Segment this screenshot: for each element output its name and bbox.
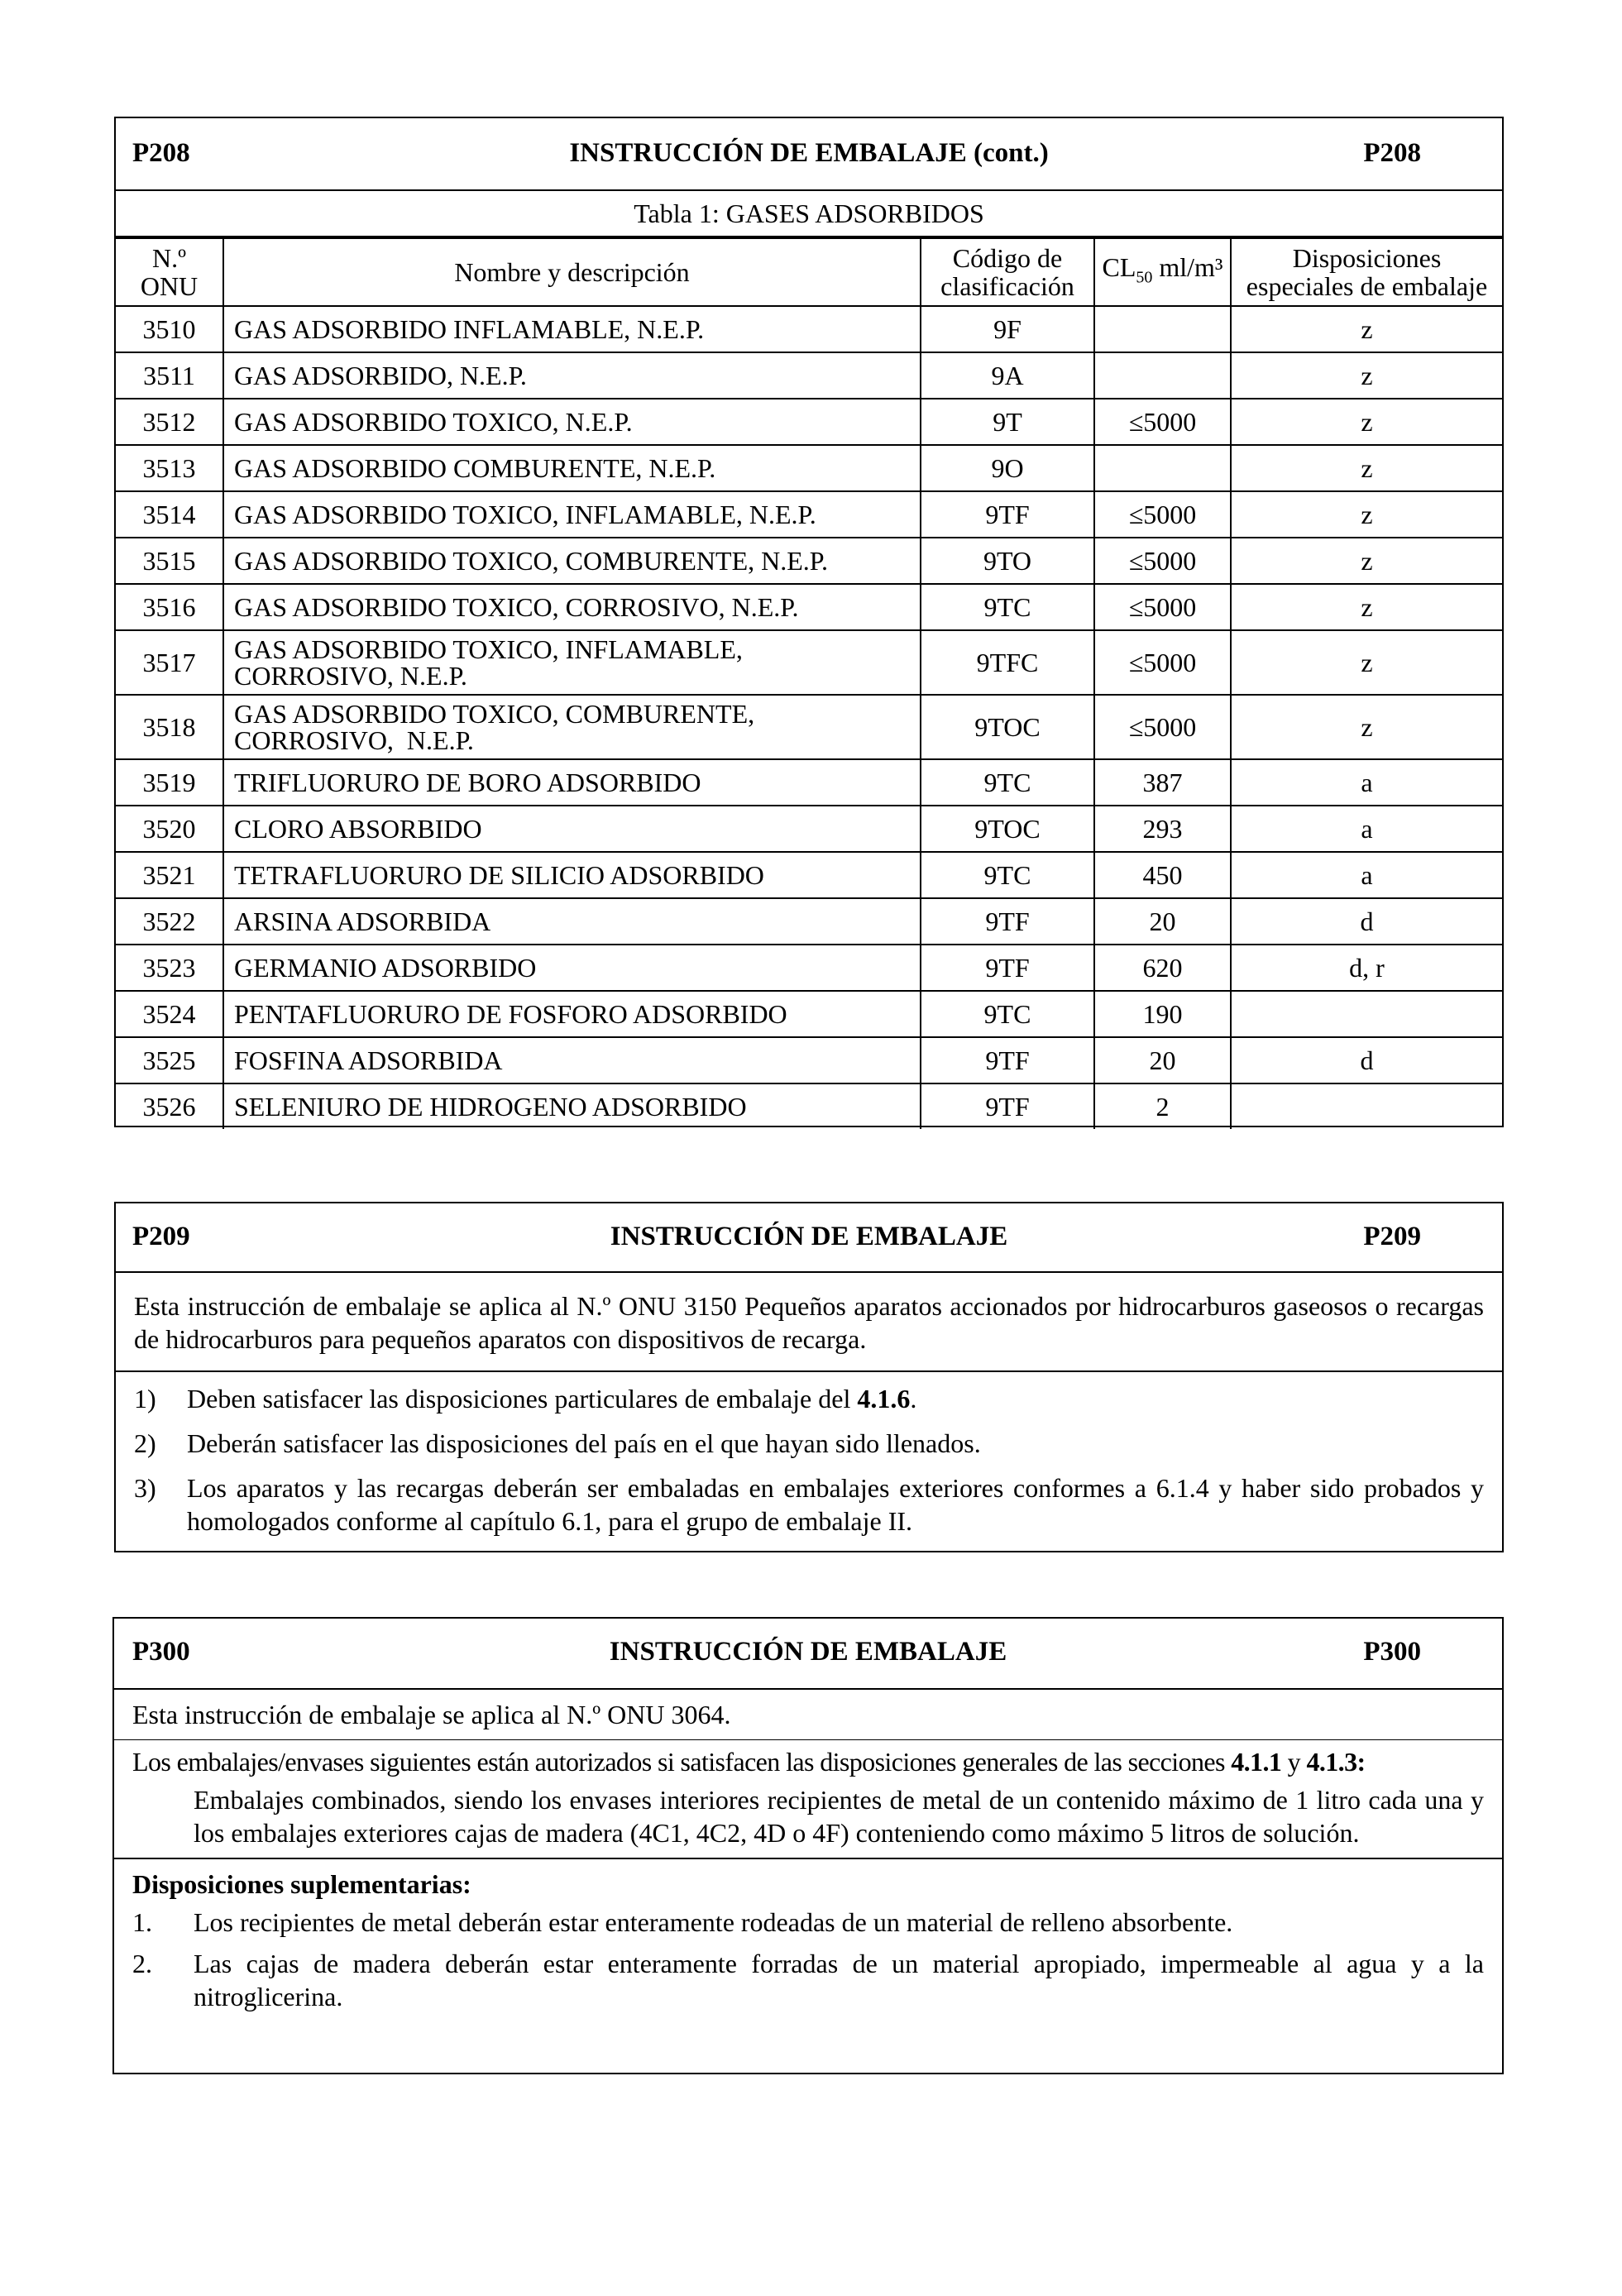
- cell-name: [223, 1083, 921, 1129]
- name-line-1: FOSFINA ADSORBIDA: [234, 1045, 503, 1075]
- cell-num: 3526: [116, 1083, 223, 1129]
- col-disp-line2: especiales de embalaje: [1246, 271, 1488, 301]
- cell-disp: d, r: [1231, 945, 1502, 991]
- name-line-1: TRIFLUORURO DE BORO ADSORBIDO: [234, 768, 701, 797]
- cell-name: [223, 898, 921, 945]
- name-line-1: GAS ADSORBIDO, N.E.P.: [234, 361, 527, 390]
- cell-name: [223, 852, 921, 898]
- cell-disp: [1231, 1083, 1502, 1129]
- cell-name: [223, 1037, 921, 1083]
- table-row: [116, 852, 1502, 898]
- name-line-1: GAS ADSORBIDO COMBURENTE, N.E.P.: [234, 453, 716, 483]
- list-item: [114, 1906, 1484, 1939]
- name-line-1: GAS ADSORBIDO TOXICO, COMBURENTE,: [234, 699, 755, 729]
- name-line-1: GAS ADSORBIDO INFLAMABLE, N.E.P.: [234, 314, 705, 344]
- cell-name: [223, 759, 921, 806]
- col-header-cl50: [1094, 238, 1231, 306]
- table-header-row: [116, 238, 1502, 306]
- p208-code-left: P208: [132, 138, 190, 168]
- name-line-1: TETRAFLUORURO DE SILICIO ADSORBIDO: [234, 860, 764, 890]
- list-item: [116, 1382, 1484, 1415]
- auth-ref-2: 4.1.3:: [1306, 1747, 1366, 1777]
- cl50-sub: 50: [1136, 268, 1153, 287]
- p208-code-right: P208: [1363, 138, 1421, 168]
- auth-mid: y: [1281, 1747, 1307, 1777]
- item-number: 1.: [132, 1907, 152, 1937]
- cell-name: [223, 352, 921, 399]
- cell-cl50: 190: [1094, 991, 1231, 1037]
- cell-cl50: ≤5000: [1094, 630, 1231, 695]
- p209-intro-text: Esta instrucción de embalaje se aplica al N.º ONU 3150 Pequeños aparatos accionados por hidrocarburos gaseosos o recargas de hidrocarburos para pequeños aparatos con dispositivos de recarga.: [134, 1291, 1484, 1354]
- cl50-prefix: CL: [1102, 251, 1136, 282]
- cell-disp: z: [1231, 491, 1502, 538]
- p300-section: [112, 1617, 1504, 2074]
- cell-code: 9TF: [921, 1037, 1094, 1083]
- cell-num: 3510: [116, 306, 223, 352]
- cell-cl50: ≤5000: [1094, 584, 1231, 630]
- cell-disp: z: [1231, 695, 1502, 759]
- cell-num: 3521: [116, 852, 223, 898]
- cell-code: 9TF: [921, 898, 1094, 945]
- name-line-1: CLORO ABSORBIDO: [234, 814, 482, 844]
- item-number: 3): [134, 1473, 156, 1503]
- table-row: [116, 1037, 1502, 1083]
- p300-title: INSTRUCCIÓN DE EMBALAJE: [609, 1637, 1007, 1667]
- cell-disp: z: [1231, 445, 1502, 491]
- name-line-1: GAS ADSORBIDO TOXICO, CORROSIVO, N.E.P.: [234, 592, 799, 622]
- col-code-line2: clasificación: [940, 271, 1074, 301]
- col-header-disp: [1231, 238, 1502, 306]
- p300-intro-text: Esta instrucción de embalaje se aplica al N.º ONU 3064.: [132, 1700, 731, 1729]
- item-text: Los recipientes de metal deberán estar enteramente rodeadas de un material de relleno absorbente.: [194, 1907, 1233, 1937]
- p209-items: [116, 1372, 1502, 1546]
- item-number: 1): [134, 1384, 156, 1413]
- cell-code: 9TC: [921, 759, 1094, 806]
- p208-header: [116, 118, 1502, 191]
- table-row: [116, 584, 1502, 630]
- cell-name: [223, 945, 921, 991]
- name-line-1: SELENIURO DE HIDROGENO ADSORBIDO: [234, 1092, 747, 1122]
- cell-disp: a: [1231, 759, 1502, 806]
- cell-disp: z: [1231, 584, 1502, 630]
- p209-code-left: P209: [132, 1222, 190, 1251]
- cell-cl50: [1094, 352, 1231, 399]
- table-body: [116, 306, 1502, 1129]
- cell-cl50: ≤5000: [1094, 695, 1231, 759]
- table-row: [116, 445, 1502, 491]
- name-line-1: GERMANIO ADSORBIDO: [234, 953, 537, 983]
- item-text: Las cajas de madera deberán estar enteramente forradas de un material apropiado, impermeable al agua y a la nitroglicerina.: [194, 1949, 1484, 2011]
- table-row: [116, 806, 1502, 852]
- name-line-1: GAS ADSORBIDO TOXICO, INFLAMABLE,: [234, 634, 743, 664]
- p209-section: [114, 1202, 1504, 1552]
- p209-code-right: P209: [1363, 1222, 1421, 1251]
- cell-cl50: [1094, 306, 1231, 352]
- cell-name: [223, 695, 921, 759]
- item-number: 2.: [132, 1949, 152, 1978]
- name-line-1: GAS ADSORBIDO TOXICO, COMBURENTE, N.E.P.: [234, 546, 829, 576]
- cell-name: [223, 584, 921, 630]
- table-row: [116, 491, 1502, 538]
- cell-cl50: 20: [1094, 1037, 1231, 1083]
- p209-title: INSTRUCCIÓN DE EMBALAJE: [610, 1222, 1008, 1251]
- table-row: [116, 306, 1502, 352]
- p300-supplementary: [114, 1859, 1502, 2023]
- table-row: [116, 352, 1502, 399]
- col-disp-line1: Disposiciones: [1292, 243, 1442, 273]
- col-code-line1: Código de: [952, 243, 1063, 273]
- cell-num: 3512: [116, 399, 223, 445]
- cell-code: 9TC: [921, 584, 1094, 630]
- cell-name: [223, 399, 921, 445]
- p300-intro: [114, 1690, 1502, 1740]
- cell-cl50: ≤5000: [1094, 491, 1231, 538]
- auth-text: Los embalajes/envases siguientes están autorizados si satisfacen las disposiciones generales de las secciones: [132, 1747, 1232, 1777]
- cell-num: 3525: [116, 1037, 223, 1083]
- p209-intro: [116, 1273, 1502, 1372]
- cell-disp: z: [1231, 399, 1502, 445]
- list-item: [114, 1947, 1484, 2013]
- cell-num: 3519: [116, 759, 223, 806]
- cell-code: 9TC: [921, 852, 1094, 898]
- name-line-2: CORROSIVO, N.E.P.: [234, 661, 467, 691]
- cell-num: 3516: [116, 584, 223, 630]
- cell-num: 3517: [116, 630, 223, 695]
- item-bold-ref: 4.1.6: [857, 1384, 911, 1413]
- cell-cl50: 387: [1094, 759, 1231, 806]
- cell-cl50: ≤5000: [1094, 399, 1231, 445]
- name-line-2: CORROSIVO, N.E.P.: [234, 725, 474, 755]
- cell-code: 9A: [921, 352, 1094, 399]
- table-row: [116, 399, 1502, 445]
- cell-cl50: 2: [1094, 1083, 1231, 1129]
- cell-cl50: [1094, 445, 1231, 491]
- cell-disp: z: [1231, 630, 1502, 695]
- name-line-1: ARSINA ADSORBIDA: [234, 906, 491, 936]
- item-text: Los aparatos y las recargas deberán ser embaladas en embalajes exteriores conformes a 6.1.4 y haber sido probados y homologados conforme al capítulo 6.1, para el grupo de embalaje II.: [187, 1473, 1484, 1536]
- p208-section: [114, 117, 1504, 1127]
- cell-code: 9TOC: [921, 695, 1094, 759]
- cell-disp: d: [1231, 898, 1502, 945]
- col-header-num: [116, 238, 223, 306]
- table-row: [116, 898, 1502, 945]
- list-item: [116, 1427, 1484, 1460]
- cell-code: 9T: [921, 399, 1094, 445]
- col-num-line2: ONU: [140, 271, 199, 301]
- cell-disp: z: [1231, 538, 1502, 584]
- col-header-code: [921, 238, 1094, 306]
- item-text-after: .: [910, 1384, 917, 1413]
- p300-code-left: P300: [132, 1637, 190, 1667]
- cell-code: 9TC: [921, 991, 1094, 1037]
- cell-name: [223, 806, 921, 852]
- p300-code-right: P300: [1363, 1637, 1421, 1667]
- table-row: [116, 991, 1502, 1037]
- cell-cl50: 20: [1094, 898, 1231, 945]
- cell-name: [223, 306, 921, 352]
- cell-num: 3523: [116, 945, 223, 991]
- p209-header: [116, 1203, 1502, 1273]
- cell-name: [223, 491, 921, 538]
- cell-num: 3513: [116, 445, 223, 491]
- cell-disp: a: [1231, 806, 1502, 852]
- cell-num: 3515: [116, 538, 223, 584]
- cell-code: 9TF: [921, 945, 1094, 991]
- combined-packaging-text: Embalajes combinados, siendo los envases interiores recipientes de metal de un contenido máximo de 1 litro cada una y los embalajes exteriores cajas de madera (4C1, 4C2, 4D o 4F) conteniendo como máximo 5 litros de solución.: [194, 1785, 1484, 1848]
- cell-num: 3520: [116, 806, 223, 852]
- cell-name: [223, 538, 921, 584]
- cell-num: 3518: [116, 695, 223, 759]
- cell-num: 3514: [116, 491, 223, 538]
- cell-disp: a: [1231, 852, 1502, 898]
- p300-authorized: [114, 1740, 1502, 1859]
- cell-name: [223, 630, 921, 695]
- name-line-1: GAS ADSORBIDO TOXICO, N.E.P.: [234, 407, 633, 437]
- cell-num: 3524: [116, 991, 223, 1037]
- table-row: [116, 695, 1502, 759]
- supp-title: Disposiciones suplementarias:: [132, 1869, 471, 1899]
- cell-cl50: 620: [1094, 945, 1231, 991]
- item-text: Deberán satisfacer las disposiciones del país en el que hayan sido llenados.: [187, 1428, 981, 1458]
- cell-code: 9TF: [921, 1083, 1094, 1129]
- cell-disp: z: [1231, 306, 1502, 352]
- table-caption: Tabla 1: GASES ADSORBIDOS: [116, 191, 1502, 237]
- cell-num: 3511: [116, 352, 223, 399]
- auth-ref-1: 4.1.1: [1231, 1747, 1282, 1777]
- cell-cl50: ≤5000: [1094, 538, 1231, 584]
- cell-name: [223, 445, 921, 491]
- cl50-unit: ml/m³: [1152, 251, 1223, 282]
- cell-name: [223, 991, 921, 1037]
- gases-table: [116, 237, 1502, 1129]
- cell-code: 9TFC: [921, 630, 1094, 695]
- list-item: [116, 1471, 1484, 1538]
- table-row: [116, 759, 1502, 806]
- cell-cl50: 293: [1094, 806, 1231, 852]
- cell-num: 3522: [116, 898, 223, 945]
- cell-disp: z: [1231, 352, 1502, 399]
- col-header-name: Nombre y descripción: [223, 238, 921, 306]
- cell-code: 9TOC: [921, 806, 1094, 852]
- cell-code: 9TO: [921, 538, 1094, 584]
- cell-disp: [1231, 991, 1502, 1037]
- cell-cl50: 450: [1094, 852, 1231, 898]
- cell-code: 9O: [921, 445, 1094, 491]
- col-num-line1: N.º: [151, 243, 187, 273]
- cell-disp: d: [1231, 1037, 1502, 1083]
- item-text: Deben satisfacer las disposiciones particulares de embalaje del: [187, 1384, 858, 1413]
- table-row: [116, 1083, 1502, 1129]
- table-row: [116, 945, 1502, 991]
- name-line-1: PENTAFLUORURO DE FOSFORO ADSORBIDO: [234, 999, 787, 1029]
- p300-header: [114, 1619, 1502, 1690]
- item-number: 2): [134, 1428, 156, 1458]
- cell-code: 9F: [921, 306, 1094, 352]
- name-line-1: GAS ADSORBIDO TOXICO, INFLAMABLE, N.E.P.: [234, 500, 816, 529]
- table-row: [116, 538, 1502, 584]
- cell-code: 9TF: [921, 491, 1094, 538]
- p208-title: INSTRUCCIÓN DE EMBALAJE (cont.): [569, 138, 1049, 168]
- authorized-text: [132, 1745, 1484, 1778]
- table-row: [116, 630, 1502, 695]
